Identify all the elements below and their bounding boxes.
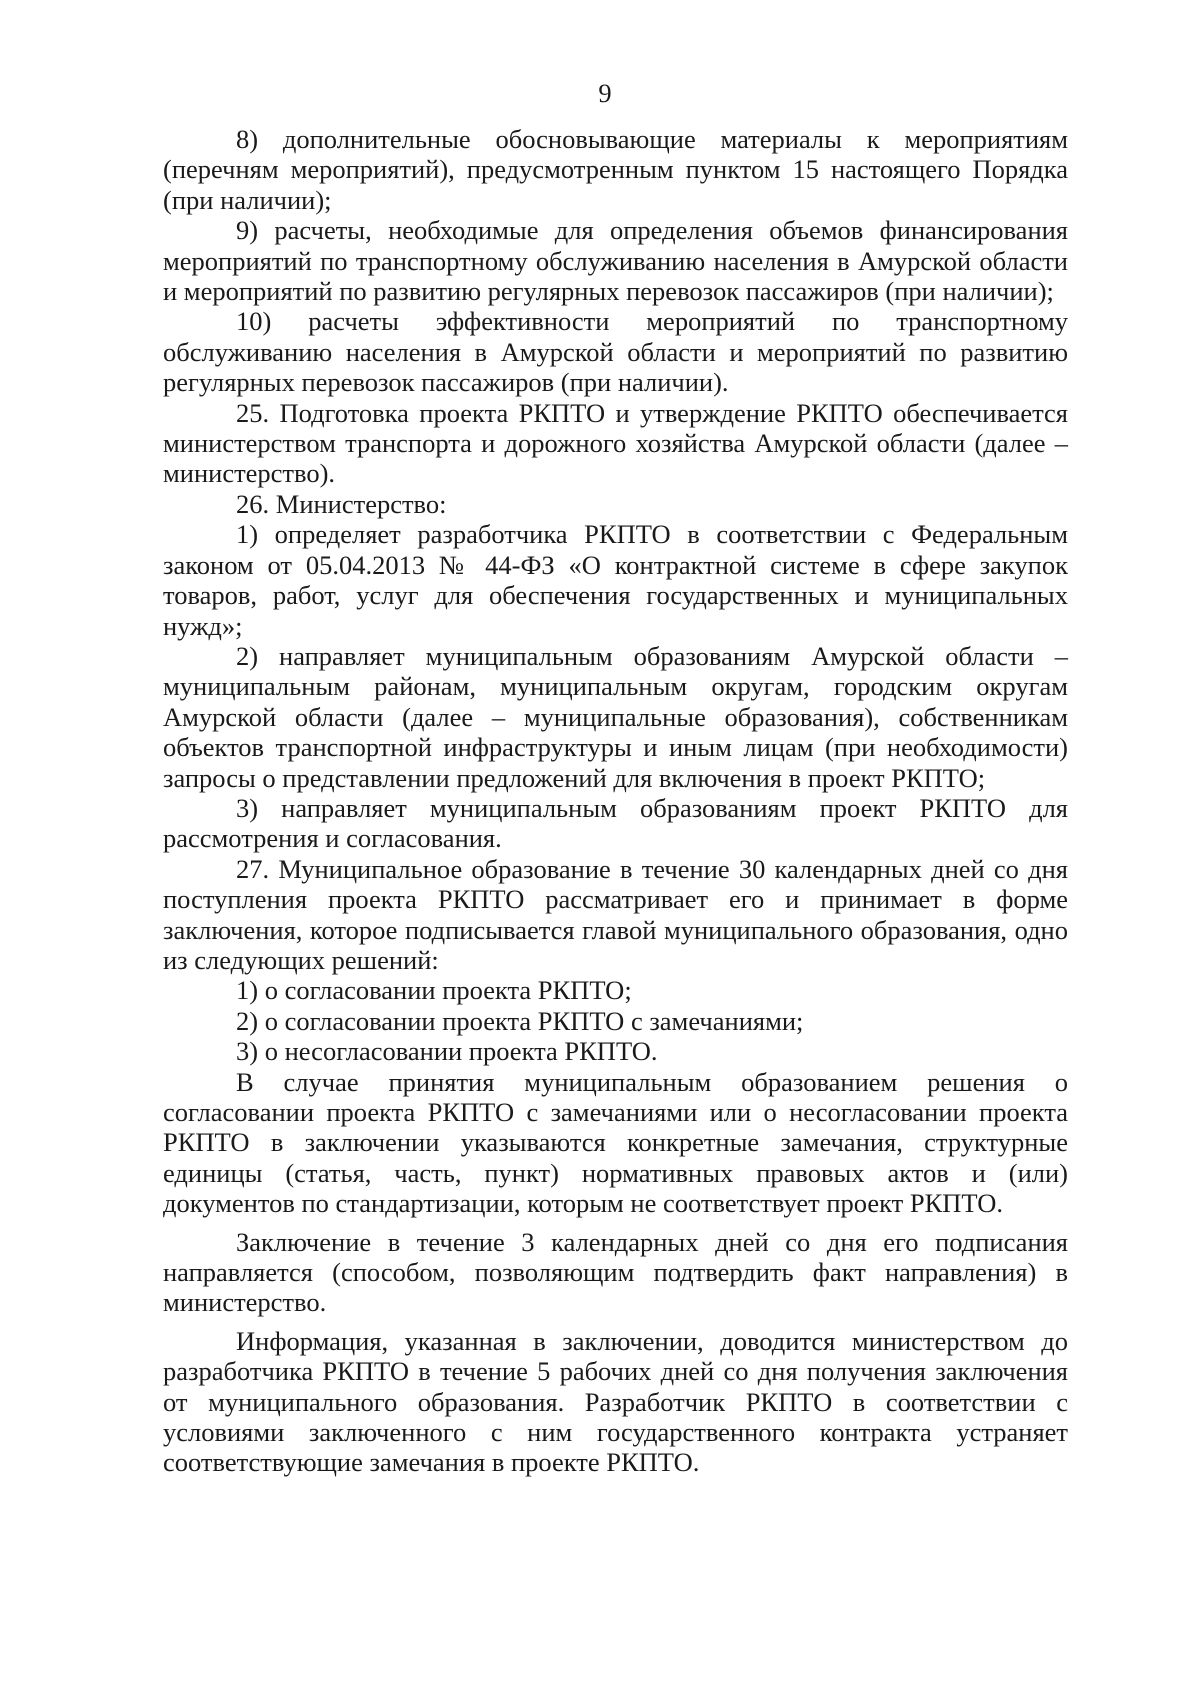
- paragraph-clause-27: 27. Муниципальное образование в течение 30 календарных дней со дня поступления проекта РКПТО рассматривает его и принимает в форме заключения, которое подписывается главой муниципального образования, одно из следующих решений:: [163, 853, 1068, 975]
- paragraph-conclusion-sending: Заключение в течение 3 календарных дней со дня его подписания направляется (способом, позволяющим подтвердить факт направления) в министерство.: [163, 1226, 1068, 1318]
- paragraph-clause-25: 25. Подготовка проекта РКПТО и утверждение РКПТО обеспечивается министерством транспорта и дорожного хозяйства Амурской области (далее – министерство).: [163, 397, 1068, 489]
- paragraph-decision-1: 1) о согласовании проекта РКПТО;: [236, 975, 632, 1006]
- paragraph-decision-3: 3) о несогласовании проекта РКПТО.: [236, 1036, 658, 1067]
- paragraph-item-10: 10) расчеты эффективности мероприятий по транспортному обслуживанию населения в Амурской области и мероприятий по развитию регулярных перевозок пассажиров (при наличии).: [163, 306, 1068, 398]
- paragraph-decision-2: 2) о согласовании проекта РКПТО с замечаниями;: [236, 1005, 804, 1036]
- paragraph-item-8: 8) дополнительные обосновывающие материалы к мероприятиям (перечням мероприятий), предусмотренным пунктом 15 настоящего Порядка (при наличии);: [163, 124, 1068, 215]
- document-body: [163, 124, 1068, 1478]
- paragraph-clause-26: 26. Министерство:: [236, 488, 447, 519]
- paragraph-clause-26-item-2: 2) направляет муниципальным образованиям Амурской области – муниципальным районам, муниципальным округам, городским округам Амурской области (далее – муниципальные образования), собственникам объектов транспортной инфраструктуры и иным лицам (при необходимости) запросы о представлении предложений для включения в проект РКПТО;: [163, 640, 1068, 793]
- paragraph-information: Информация, указанная в заключении, доводится министерством до разработчика РКПТО в течение 5 рабочих дней со дня получения заключения от муниципального образования. Разработчик РКПТО в соответствии с условиями заключенного с ним государственного контракта устраняет соответствующие замечания в проекте РКПТО.: [163, 1325, 1068, 1478]
- paragraph-clause-26-item-1: 1) определяет разработчика РКПТО в соответствии с Федеральным законом от 05.04.2013 № 44-ФЗ «О контрактной системе в сфере закупок товаров, работ, услуг для обеспечения государственных и муниципальных нужд»;: [163, 519, 1068, 641]
- paragraph-remarks: В случае принятия муниципальным образованием решения о согласовании проекта РКПТО с замечаниями или о несогласовании проекта РКПТО в заключении указываются конкретные замечания, структурные единицы (статья, часть, пункт) нормативных правовых актов и (или) документов по стандартизации, которым не соответствует проект РКПТО.: [163, 1066, 1068, 1219]
- paragraph-clause-26-item-3: 3) направляет муниципальным образованиям проект РКПТО для рассмотрения и согласования.: [163, 792, 1068, 854]
- page-number: 9: [598, 78, 612, 108]
- paragraph-item-9: 9) расчеты, необходимые для определения объемов финансирования мероприятий по транспортному обслуживанию населения в Амурской области и мероприятий по развитию регулярных перевозок пассажиров (при наличии);: [163, 215, 1068, 307]
